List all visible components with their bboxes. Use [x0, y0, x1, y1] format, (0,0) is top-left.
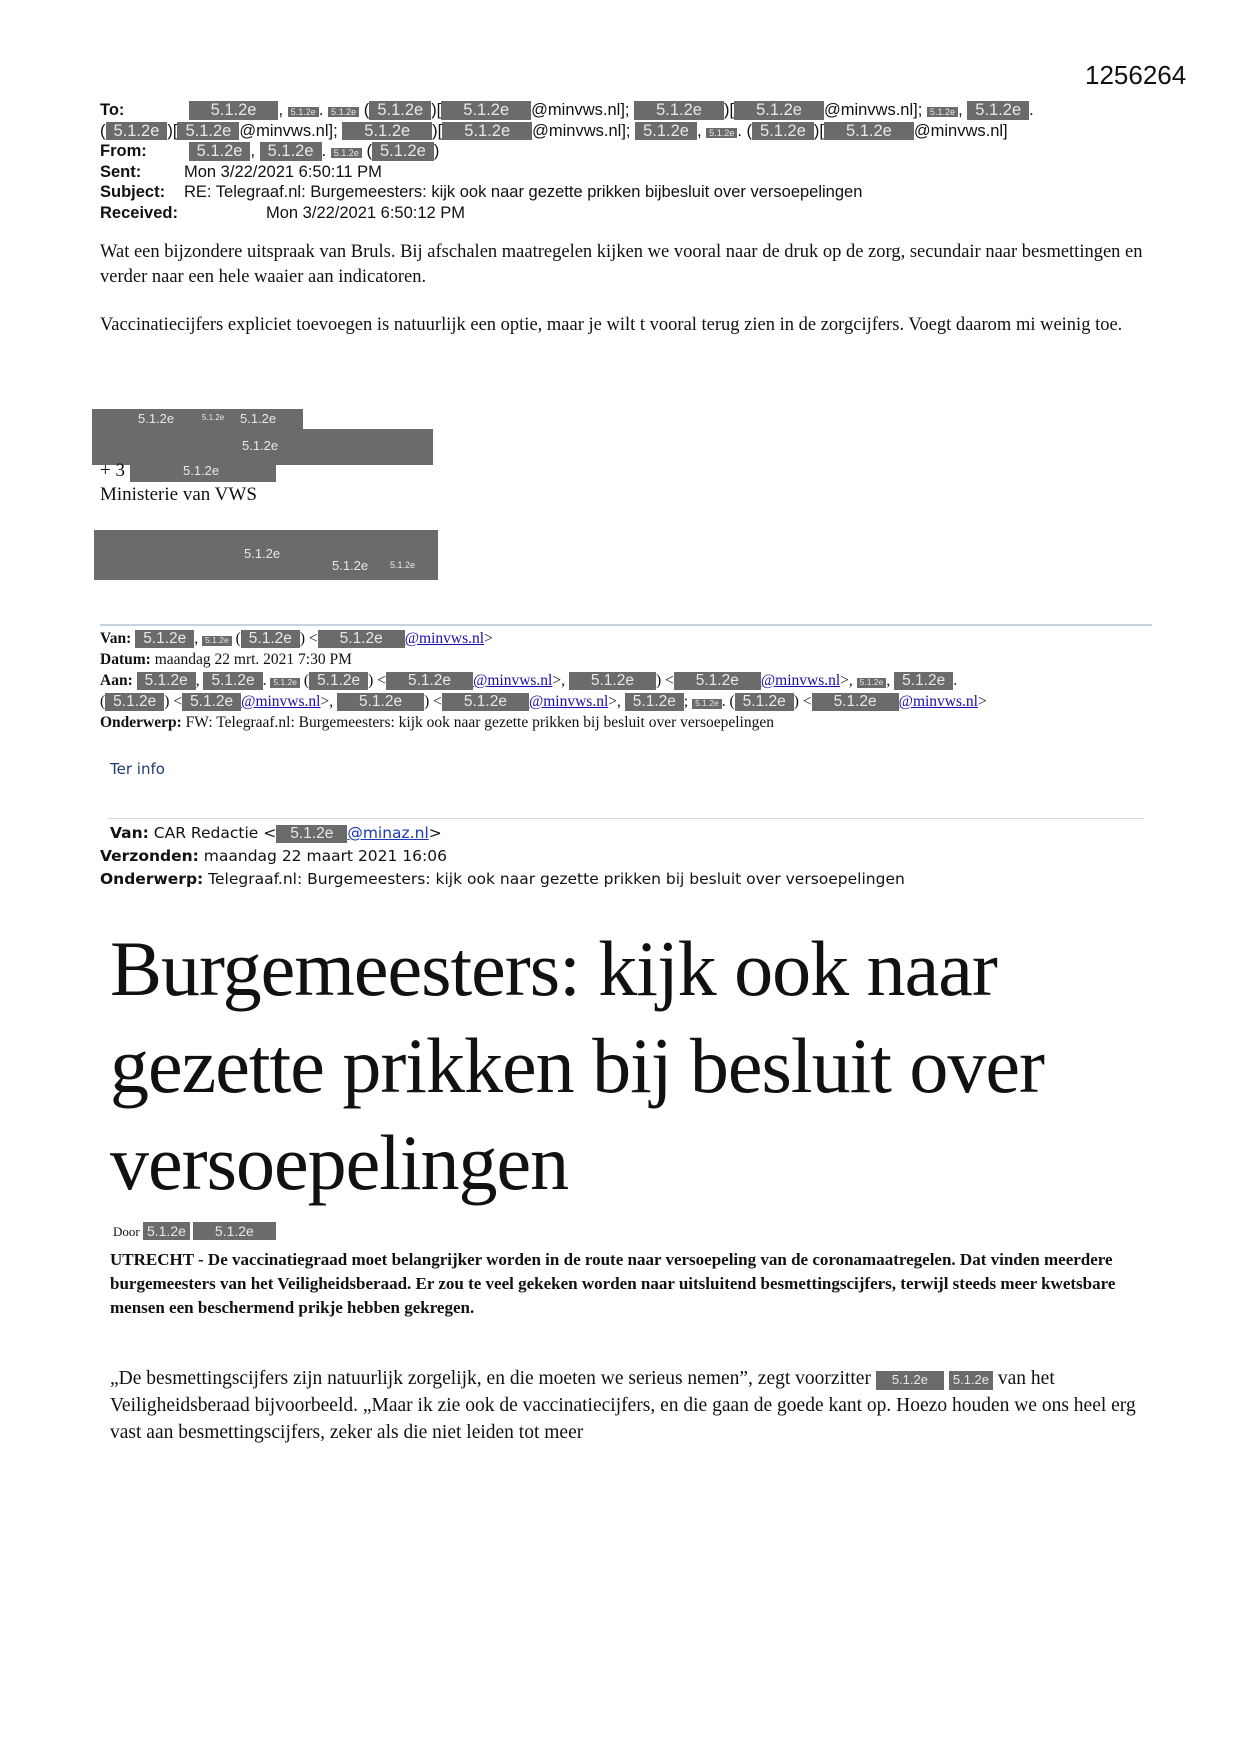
redaction: 5.1.2e	[135, 630, 194, 648]
email-domain: @minvws.nl];	[239, 121, 338, 140]
redaction: 5.1.2e	[193, 1222, 276, 1240]
article-body-part-2: van het Veiligheidsberaad bijvoorbeeld. „Maar ik zie ook de vaccinatiecijfers, en die gaan de goede kant op. Hoezo houden we ons heel erg vast aan besmettingscijfers, zeker als die niet leiden tot meer	[110, 1368, 1136, 1443]
to-row: To: 5.1.2e , 5.1.2e . 5.1.2e ( 5.1.2e )[ 5.1.2e @minvws.nl]; 5.1.2e )[ 5.1.2e @minvws.nl]; 5.1.2e , 5.1.2e .	[100, 101, 1034, 119]
redaction: 5.1.2e	[331, 148, 362, 158]
subject-row	[100, 182, 1160, 203]
redaction: 5.1.2e	[927, 107, 958, 117]
reply-paragraph-1: Wat een bijzondere uitspraak van Bruls. Bij afschalen maatregelen kijken we vooral naar de druk op de zorg, secundair naar besmettingen en verder naar een hele waaier aan indicatoren.	[100, 242, 1143, 287]
aan-row: Aan: 5.1.2e , 5.1.2e . 5.1.2e ( 5.1.2e ) < 5.1.2e @minvws.nl>, 5.1.2e ) < 5.1.2e @minvws.nl>, 5.1.2e , 5.1.2e .	[100, 672, 958, 689]
signature-phone-prefix: + 3	[100, 460, 125, 481]
redacted-phone: 5.1.2e	[130, 460, 276, 482]
datum-label: Datum:	[100, 651, 151, 668]
redaction: 5.1.2e	[369, 101, 431, 120]
article-lead: UTRECHT - De vaccinatiegraad moet belangrijker worden in de route naar versoepeling van de coronamaatregelen. Dat vinden meerdere burgemeesters van het Veiligheidsberaad. Er zou te veel gekeken worden naar uitsluitend besmettingscijfers, terwijl steeds meer kwetsbare mensen een beschermend prikje hebben gekregen.	[110, 1250, 1116, 1317]
redaction: 5.1.2e	[337, 693, 424, 711]
email-link[interactable]: @minvws.nl	[760, 672, 841, 689]
redaction: 5.1.2e	[734, 101, 824, 120]
orig-onderwerp-label: Onderwerp:	[100, 870, 204, 888]
redaction: 5.1.2e	[386, 672, 473, 690]
redaction: 5.1.2e	[106, 122, 168, 141]
aan-label: Aan:	[100, 672, 133, 689]
redaction: 5.1.2e	[270, 678, 300, 688]
email-domain: @minvws.nl];	[823, 101, 923, 119]
reply-paragraph-2: Vaccinatiecijfers expliciet toevoegen is natuurlijk een optie, maar je wilt t vooral terug zien in de zorgcijfers. Voegt daarom mi weinig toe.	[100, 315, 1123, 335]
redaction: 5.1.2e	[894, 672, 953, 690]
email-domain: @minvws.nl]	[913, 121, 1008, 140]
to-label: To:	[100, 101, 125, 119]
redaction: 5.1.2e	[241, 630, 300, 648]
article-body-part-1: „De besmettingscijfers zijn natuurlijk zorgelijk, en die moeten we serieus nemen”, zegt voorzitter	[110, 1368, 871, 1389]
article-headline: Burgemeesters: kijk ook naar gezette prikken bij besluit over versoepelingen	[110, 925, 1045, 1206]
redaction: 5.1.2e	[318, 630, 405, 648]
redacted-signature-name: 5.1.2e 5.1.2e 5.1.2e	[92, 409, 303, 429]
redaction: 5.1.2e	[752, 122, 814, 141]
from-row: From: 5.1.2e , 5.1.2e . 5.1.2e ( 5.1.2e )	[100, 142, 440, 160]
onderwerp-value: FW: Telegraaf.nl: Burgemeesters: kijk ook naar gezette prikken bij besluit over versoepelingen	[185, 714, 774, 731]
email-link[interactable]: @minvws.nl	[473, 672, 553, 689]
redaction: 5.1.2e	[309, 672, 368, 690]
redaction: 5.1.2e	[276, 825, 347, 843]
forward-note: Ter info	[110, 760, 165, 778]
redaction: 5.1.2e	[441, 101, 531, 120]
van-row: Van: 5.1.2e , 5.1.2e ( 5.1.2e ) < 5.1.2e @minvws.nl>	[100, 630, 493, 647]
sent-value: Mon 3/22/2021 6:50:11 PM	[184, 162, 382, 181]
email-link[interactable]: @minvws.nl	[241, 693, 321, 710]
separator	[108, 818, 1144, 819]
redaction: 5.1.2e	[625, 693, 684, 711]
orig-onderwerp-row	[100, 868, 905, 891]
redaction: 5.1.2e	[202, 636, 232, 646]
redaction: 5.1.2e	[812, 693, 899, 711]
redacted-signature-footer: 5.1.2e 5.1.2e 5.1.2e	[94, 530, 438, 580]
separator	[100, 624, 1152, 626]
van-label: Van:	[100, 630, 132, 647]
email-link[interactable]: @minvws.nl	[404, 630, 485, 647]
sent-row	[100, 162, 1160, 183]
article-body	[110, 1365, 1160, 1446]
received-row	[100, 203, 1160, 224]
orig-van-name: CAR Redactie <	[153, 824, 277, 842]
redaction: 5.1.2e	[824, 122, 914, 141]
email-link[interactable]: @minvws.nl	[528, 693, 609, 710]
original-header	[100, 822, 905, 891]
email-domain: @minvws.nl];	[531, 101, 630, 119]
redaction: 5.1.2e	[634, 101, 724, 120]
received-value: Mon 3/22/2021 6:50:12 PM	[266, 203, 466, 222]
redaction: 5.1.2e	[288, 107, 319, 117]
byline-prefix: Door	[113, 1224, 140, 1239]
datum-row	[100, 649, 1160, 670]
article-byline	[113, 1222, 276, 1240]
redaction: 5.1.2e	[189, 142, 251, 161]
sent-label: Sent:	[100, 162, 142, 181]
orig-verzonden-value: maandag 22 maart 2021 16:06	[203, 847, 447, 865]
signature-organization: Ministerie van VWS	[100, 484, 257, 505]
redaction: 5.1.2e	[735, 693, 794, 711]
document-id: 1256264	[1085, 60, 1187, 90]
onderwerp-row	[100, 712, 1160, 733]
to-row-continued: ( 5.1.2e )[ 5.1.2e @minvws.nl]; 5.1.2e )[ 5.1.2e @minvws.nl]; 5.1.2e , 5.1.2e . ( 5.1.2e )[ 5.1.2e @minvws.nl]	[100, 121, 1008, 140]
redacted-signature-title: 5.1.2e	[92, 429, 433, 465]
received-label: Received:	[100, 203, 178, 222]
redaction: 5.1.2e	[182, 693, 241, 711]
redaction: 5.1.2e	[189, 101, 279, 120]
email-link[interactable]: @minvws.nl	[898, 693, 978, 710]
datum-value: maandag 22 mrt. 2021 7:30 PM	[154, 651, 352, 668]
redaction: 5.1.2e	[203, 672, 262, 690]
from-label: From:	[100, 142, 147, 160]
redaction: 5.1.2e	[137, 672, 196, 690]
email-domain: @minvws.nl];	[532, 121, 631, 140]
redaction: 5.1.2e	[706, 128, 737, 138]
redaction: 5.1.2e	[442, 122, 532, 141]
email-link[interactable]: @minaz.nl	[347, 824, 429, 842]
orig-van-label: Van:	[110, 824, 149, 842]
orig-verzonden-label: Verzonden:	[100, 847, 199, 865]
orig-van-row: Van: CAR Redactie < 5.1.2e @minaz.nl>	[110, 824, 442, 842]
subject-label: Subject:	[100, 183, 166, 201]
redaction: 5.1.2e	[105, 693, 164, 711]
subject-value: RE: Telegraaf.nl: Burgemeesters: kijk ook naar gezette prikken bijbesluit over versoepelingen	[184, 183, 863, 201]
redaction: 5.1.2e	[328, 107, 359, 117]
redaction: 5.1.2e	[569, 672, 656, 690]
redaction: 5.1.2e	[674, 672, 761, 690]
redaction: 5.1.2e	[967, 101, 1029, 120]
redaction: 5.1.2e	[876, 1371, 944, 1390]
redaction: 5.1.2e	[635, 122, 697, 141]
redaction: 5.1.2e	[342, 122, 432, 141]
redaction: 5.1.2e	[857, 678, 887, 688]
redaction: 5.1.2e	[692, 699, 722, 709]
email-header	[100, 100, 1160, 223]
redaction: 5.1.2e	[260, 142, 322, 161]
orig-verzonden-row	[100, 845, 905, 868]
redaction: 5.1.2e	[177, 122, 239, 141]
aan-row-continued: ( 5.1.2e ) < 5.1.2e @minvws.nl>, 5.1.2e ) < 5.1.2e @minvws.nl>, 5.1.2e ; 5.1.2e . ( 5.1.2e ) < 5.1.2e @minvws.nl>	[100, 693, 987, 710]
orig-onderwerp-value: Telegraaf.nl: Burgemeesters: kijk ook naar gezette prikken bij besluit over versoepelingen	[208, 870, 905, 888]
onderwerp-label: Onderwerp:	[100, 714, 182, 731]
redaction: 5.1.2e	[442, 693, 529, 711]
redaction: 5.1.2e	[143, 1222, 190, 1240]
forwarded-header	[100, 628, 1160, 733]
redaction: 5.1.2e	[372, 142, 434, 161]
redaction: 5.1.2e	[949, 1371, 993, 1390]
